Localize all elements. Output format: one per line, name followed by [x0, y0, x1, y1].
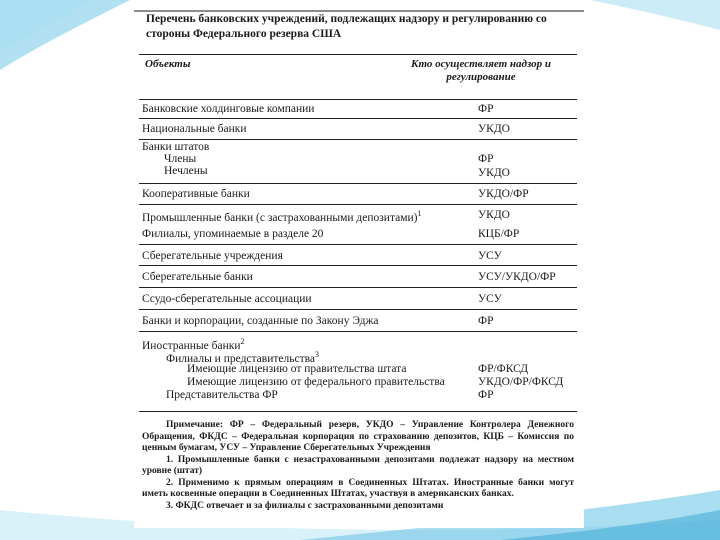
- row-supervisor: УСУ/УКДО/ФР: [478, 271, 556, 283]
- row-supervisor: УКДО/ФР/ФКСД: [478, 376, 564, 388]
- row-supervisor: ФР: [478, 153, 494, 165]
- row-object: Промышленные банки (с застрахованными депозитами)$^1$: [142, 209, 422, 224]
- row-object: Филиалы, упоминаемые в разделе 20: [142, 228, 324, 240]
- row-object: Национальные банки: [142, 123, 247, 135]
- row-supervisor: КЦБ/ФР: [478, 228, 520, 240]
- table-row: [139, 265, 577, 288]
- table-row: [139, 139, 577, 184]
- page-title: Перечень банковских учреждений, подлежащих надзору и регулированию со стороны Федерального резерва США: [146, 13, 547, 40]
- row-object: Сберегательные учреждения: [142, 250, 283, 262]
- row-state-license: Имеющие лицензию от правительства штата: [187, 363, 407, 375]
- row-supervisor: ФР: [478, 315, 494, 327]
- row-members: Члены: [164, 153, 197, 165]
- table-header: [139, 54, 577, 100]
- row-object: Ссудо-сберегательные ассоциации: [142, 293, 312, 305]
- row-object: Банки и корпорации, созданные по Закону Эджа: [142, 315, 379, 327]
- table-row: [139, 183, 577, 205]
- table-row: [139, 244, 577, 266]
- table-row: [139, 98, 577, 119]
- row-supervisor: УКДО: [478, 209, 510, 221]
- header-objects: Объекты: [145, 58, 191, 70]
- row-supervisor: ФР/ФКСД: [478, 363, 529, 375]
- footnotes: [142, 420, 574, 512]
- row-branches: Филиалы и представительства$^3$: [166, 350, 320, 365]
- table-row: [139, 204, 577, 245]
- table-row: [139, 331, 577, 412]
- table-row: [139, 309, 577, 332]
- row-supervisor: УСУ: [478, 293, 502, 305]
- table-row: [139, 118, 577, 140]
- row-representation: Представительства ФР: [166, 389, 278, 401]
- row-supervisor: ФР: [478, 103, 494, 115]
- row-federal-license: Имеющие лицензию от федерального правительства: [187, 376, 445, 388]
- row-object: Иностранные банки$^2$: [142, 337, 245, 352]
- note-1: 1. Промышленные банки с незастрахованными депозитами подлежат надзору на местном уровне (штат): [142, 454, 574, 476]
- row-supervisor: УКДО: [478, 123, 510, 135]
- row-supervisor: УКДО/ФР: [478, 188, 529, 200]
- note-legend: Примечание: ФР – Федеральный резерв, УКДО – Управление Контролера Денежного Обращения, ФКДС – Федеральная корпорация по страхованию депозитов, КЦБ – Комиссия по ценным бумагам, УСУ – Управление Сберегательных Учреждения: [142, 420, 574, 453]
- row-supervisor: УСУ: [478, 250, 502, 262]
- note-3: 3. ФКДС отвечает и за филиалы с застрахованными депозитами: [166, 500, 444, 511]
- document-page: [134, 10, 584, 528]
- row-object: Кооперативные банки: [142, 188, 250, 200]
- row-object: Банки штатов: [142, 141, 210, 153]
- table-row: [139, 287, 577, 310]
- row-nonmembers: Нечлены: [164, 165, 208, 177]
- row-supervisor: УКДО: [478, 167, 510, 179]
- row-object: Сберегательные банки: [142, 271, 253, 283]
- header-who: Кто осуществляет надзор и регулирование: [411, 58, 551, 83]
- row-supervisor: ФР: [478, 389, 494, 401]
- row-object: Банковские холдинговые компании: [142, 103, 315, 115]
- note-2: 2. Применимо к прямым операциям в Соединенных Штатах. Иностранные банки могут иметь косвенные операции в Соединенных Штатах, участвуя в американских банках.: [142, 477, 574, 499]
